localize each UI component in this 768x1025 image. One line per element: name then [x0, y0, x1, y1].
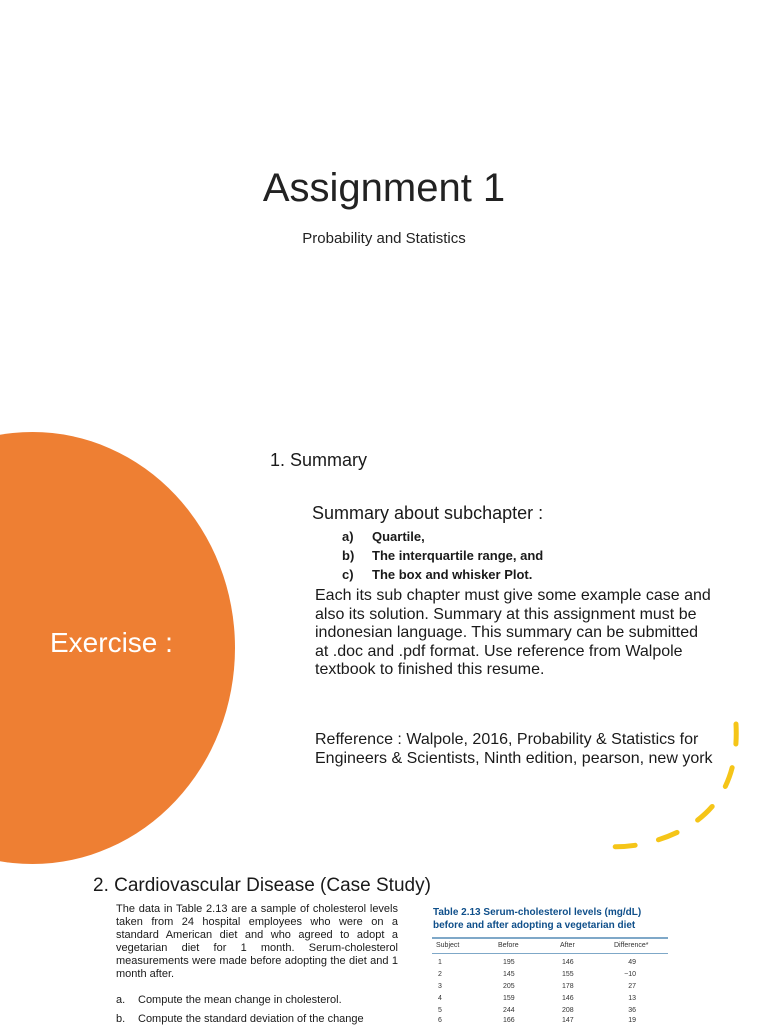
subchapter-label: a): [342, 529, 354, 544]
table-cell-subject: 1: [438, 959, 442, 966]
question-text: Compute the mean change in cholesterol.: [138, 994, 342, 1006]
table-cell-before: 244: [503, 1007, 515, 1014]
table-header-after: After: [560, 942, 575, 949]
table-cell-subject: 5: [438, 1007, 442, 1014]
table-cell-difference: 36: [628, 1007, 636, 1014]
table-cell-before: 166: [503, 1017, 515, 1024]
table-cell-difference: 49: [628, 959, 636, 966]
table-cell-difference: −10: [624, 971, 636, 978]
table-header-subject: Subject: [436, 942, 460, 949]
table-header-difference: Difference*: [614, 942, 649, 949]
question-text: Compute the standard deviation of the change: [138, 1013, 364, 1025]
subchapter-item: [342, 548, 543, 563]
slide-subtitle: Probability and Statistics: [302, 230, 466, 247]
section-title-summary: 1. Summary: [270, 450, 368, 470]
case-study-paragraph: The data in Table 2.13 are a sample of cholesterol levels taken from 24 hospital employees who were on a standard American diet and who agreed to adopt a vegetarian diet for 1 month. Serum-cholesterol measurements were made before adopting the diet and 1 month after.: [116, 903, 398, 980]
table-cell-before: 145: [503, 971, 515, 978]
table-cell-difference: 19: [628, 1017, 636, 1024]
instructions-paragraph: Each its sub chapter must give some example case and also its solution. Summary at this assignment must be indonesian language. This summary can be submitted at .doc and .pdf format. Use reference from Walpole textbook to finished this resume.: [315, 587, 711, 678]
table-cell-after: 146: [562, 959, 574, 966]
subchapter-label: b): [342, 548, 355, 563]
table-cell-before: 195: [503, 959, 515, 966]
summary-heading: Summary about subchapter :: [312, 503, 544, 523]
subchapter-label: c): [342, 567, 354, 582]
table-cell-subject: 3: [438, 983, 442, 990]
table-cell-after: 178: [562, 983, 574, 990]
question-item: [116, 1013, 364, 1025]
exercise-label: Exercise :: [50, 627, 173, 658]
subchapter-item: [342, 567, 532, 582]
table-cell-subject: 6: [438, 1017, 442, 1024]
table-cell-after: 155: [562, 971, 574, 978]
table-cell-subject: 2: [438, 971, 442, 978]
table-cell-after: 208: [562, 1007, 574, 1014]
question-item: [116, 994, 342, 1006]
subchapter-text: The box and whisker Plot.: [372, 567, 533, 582]
table-cell-before: 205: [503, 983, 515, 990]
subchapter-item: [342, 529, 425, 544]
table-top-rule: [432, 937, 668, 939]
slide-title: Assignment 1: [262, 166, 506, 210]
table-caption: Table 2.13 Serum-cholesterol levels (mg/dL) before and after adopting a vegetarian diet: [433, 907, 642, 931]
table-cell-after: 147: [562, 1017, 574, 1024]
table-header-rule: [432, 953, 668, 954]
table-cell-after: 146: [562, 995, 574, 1002]
table-cell-difference: 27: [628, 983, 636, 990]
question-label: b.: [116, 1013, 126, 1025]
question-label: a.: [116, 994, 126, 1006]
table-cell-difference: 13: [628, 995, 636, 1002]
table-cell-subject: 4: [438, 995, 442, 1002]
subchapter-text: The interquartile range, and: [372, 548, 544, 563]
subchapter-text: Quartile,: [372, 529, 425, 544]
table-header-before: Before: [498, 942, 519, 949]
section-title-case-study: 2. Cardiovascular Disease (Case Study): [93, 875, 431, 896]
reference-paragraph: Refference : Walpole, 2016, Probability & Statistics for Engineers & Scientists, Ninth edition, pearson, new york: [315, 731, 713, 767]
table-cell-before: 159: [503, 995, 515, 1002]
